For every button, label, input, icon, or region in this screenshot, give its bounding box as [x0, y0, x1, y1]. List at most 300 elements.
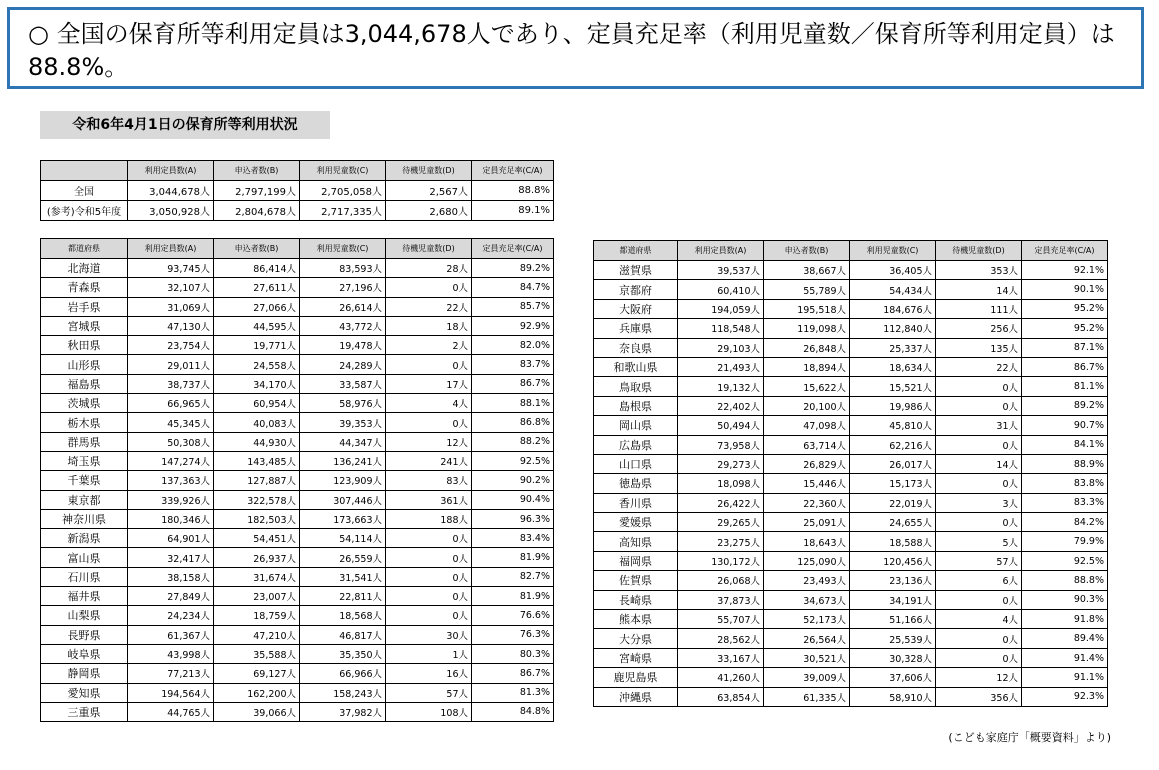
children-cell: 25,539人 — [850, 629, 936, 648]
capacity-cell: 55,707人 — [678, 610, 764, 629]
children-cell: 36,405人 — [850, 261, 936, 280]
fill-rate-cell: 95.2% — [1022, 319, 1108, 338]
waiting-cell: 14人 — [936, 454, 1022, 473]
applicants-cell: 30,521人 — [764, 648, 850, 667]
waiting-cell: 0人 — [386, 606, 472, 625]
children-cell: 112,840人 — [850, 319, 936, 338]
waiting-cell: 256人 — [936, 319, 1022, 338]
waiting-cell: 57人 — [386, 683, 472, 702]
waiting-cell: 2人 — [386, 336, 472, 355]
table-row — [41, 529, 554, 548]
prefecture-cell: 奈良県 — [594, 338, 678, 357]
capacity-cell: 27,849人 — [128, 587, 214, 606]
prefecture-cell: 山梨県 — [41, 606, 128, 625]
capacity-cell: 44,765人 — [128, 702, 214, 721]
prefecture-cell: 宮城県 — [41, 316, 128, 335]
summary-header-cell: 待機児童数(D) — [386, 161, 472, 181]
table-row — [594, 319, 1108, 338]
table-row — [41, 702, 554, 721]
prefecture-cell: 鹿児島県 — [594, 668, 678, 687]
waiting-cell: 0人 — [936, 629, 1022, 648]
prefecture-cell: 石川県 — [41, 567, 128, 586]
capacity-cell: 77,213人 — [128, 664, 214, 683]
capacity-cell: 50,308人 — [128, 432, 214, 451]
waiting-cell: 28人 — [386, 259, 472, 278]
prefecture-cell: 大分県 — [594, 629, 678, 648]
capacity-cell: 29,265人 — [678, 513, 764, 532]
applicants-cell: 52,173人 — [764, 610, 850, 629]
applicants-cell: 15,446人 — [764, 474, 850, 493]
prefecture-cell: 栃木県 — [41, 413, 128, 432]
applicants-cell: 322,578人 — [214, 490, 300, 509]
fill-rate-cell: 84.7% — [472, 278, 554, 297]
column-header: 定員充足率(C/A) — [1022, 241, 1108, 261]
table-row — [41, 394, 554, 413]
children-cell: 33,587人 — [300, 374, 386, 393]
children-cell: 158,243人 — [300, 683, 386, 702]
children-cell: 19,478人 — [300, 336, 386, 355]
capacity-cell: 130,172人 — [678, 551, 764, 570]
capacity-cell: 28,562人 — [678, 629, 764, 648]
children-cell: 2,705,058人 — [300, 181, 386, 201]
applicants-cell: 47,098人 — [764, 416, 850, 435]
children-cell: 54,114人 — [300, 529, 386, 548]
fill-rate-cell: 88.8% — [1022, 571, 1108, 590]
prefecture-cell: 島根県 — [594, 396, 678, 415]
waiting-cell: 16人 — [386, 664, 472, 683]
waiting-cell: 0人 — [386, 355, 472, 374]
capacity-cell: 194,059人 — [678, 299, 764, 318]
children-cell: 22,811人 — [300, 587, 386, 606]
fill-rate-cell: 92.1% — [1022, 261, 1108, 280]
children-cell: 31,541人 — [300, 567, 386, 586]
children-cell: 120,456人 — [850, 551, 936, 570]
waiting-cell: 135人 — [936, 338, 1022, 357]
children-cell: 22,019人 — [850, 493, 936, 512]
capacity-cell: 194,564人 — [128, 683, 214, 702]
waiting-cell: 0人 — [936, 396, 1022, 415]
summary-header-cell: 定員充足率(C/A) — [472, 161, 554, 181]
capacity-cell: 26,422人 — [678, 493, 764, 512]
prefecture-cell: 熊本県 — [594, 610, 678, 629]
capacity-cell: 3,044,678人 — [128, 181, 214, 201]
children-cell: 27,196人 — [300, 278, 386, 297]
capacity-cell: 45,345人 — [128, 413, 214, 432]
prefecture-cell: 茨城県 — [41, 394, 128, 413]
fill-rate-cell: 83.4% — [472, 529, 554, 548]
prefecture-cell: 沖縄県 — [594, 687, 678, 706]
applicants-cell: 86,414人 — [214, 259, 300, 278]
capacity-cell: 63,854人 — [678, 687, 764, 706]
table-row — [41, 451, 554, 470]
table-row — [594, 590, 1108, 609]
waiting-cell: 57人 — [936, 551, 1022, 570]
prefecture-cell: 岩手県 — [41, 297, 128, 316]
prefecture-table-left — [40, 238, 554, 722]
fill-rate-cell: 92.5% — [1022, 551, 1108, 570]
prefecture-cell: 三重県 — [41, 702, 128, 721]
waiting-cell: 0人 — [386, 278, 472, 297]
section-title: 令和6年4月1日の保育所等利用状況 — [40, 111, 330, 139]
applicants-cell: 2,804,678人 — [214, 201, 300, 221]
children-cell: 34,191人 — [850, 590, 936, 609]
children-cell: 58,976人 — [300, 394, 386, 413]
header-box — [7, 7, 1144, 89]
capacity-cell: 50,494人 — [678, 416, 764, 435]
summary-header-cell: 申込者数(B) — [214, 161, 300, 181]
waiting-cell: 0人 — [936, 435, 1022, 454]
table-row — [594, 280, 1108, 299]
column-header: 都道府県 — [594, 241, 678, 261]
capacity-cell: 18,098人 — [678, 474, 764, 493]
applicants-cell: 55,789人 — [764, 280, 850, 299]
fill-rate-cell: 82.0% — [472, 336, 554, 355]
waiting-cell: 361人 — [386, 490, 472, 509]
children-cell: 18,588人 — [850, 532, 936, 551]
children-cell: 51,166人 — [850, 610, 936, 629]
applicants-cell: 44,930人 — [214, 432, 300, 451]
applicants-cell: 2,797,199人 — [214, 181, 300, 201]
children-cell: 173,663人 — [300, 509, 386, 528]
capacity-cell: 73,958人 — [678, 435, 764, 454]
fill-rate-cell: 90.7% — [1022, 416, 1108, 435]
applicants-cell: 54,451人 — [214, 529, 300, 548]
applicants-cell: 22,360人 — [764, 493, 850, 512]
children-cell: 83,593人 — [300, 259, 386, 278]
fill-rate-cell: 86.7% — [472, 664, 554, 683]
table-row — [41, 316, 554, 335]
prefecture-cell: 静岡県 — [41, 664, 128, 683]
prefecture-cell: 愛知県 — [41, 683, 128, 702]
capacity-cell: 47,130人 — [128, 316, 214, 335]
waiting-cell: 111人 — [936, 299, 1022, 318]
table-row — [41, 413, 554, 432]
fill-rate-cell: 84.2% — [1022, 513, 1108, 532]
column-header: 申込者数(B) — [764, 241, 850, 261]
column-header: 待機児童数(D) — [936, 241, 1022, 261]
waiting-cell: 17人 — [386, 374, 472, 393]
applicants-cell: 18,643人 — [764, 532, 850, 551]
waiting-cell: 2,567人 — [386, 181, 472, 201]
applicants-cell: 40,083人 — [214, 413, 300, 432]
table-row — [594, 532, 1108, 551]
table-row — [594, 299, 1108, 318]
waiting-cell: 356人 — [936, 687, 1022, 706]
table-row — [594, 435, 1108, 454]
applicants-cell: 119,098人 — [764, 319, 850, 338]
prefecture-cell: 香川県 — [594, 493, 678, 512]
prefecture-cell: 佐賀県 — [594, 571, 678, 590]
applicants-cell: 35,588人 — [214, 644, 300, 663]
applicants-cell: 34,673人 — [764, 590, 850, 609]
children-cell: 136,241人 — [300, 451, 386, 470]
fill-rate-cell: 92.3% — [1022, 687, 1108, 706]
capacity-cell: 147,274人 — [128, 451, 214, 470]
fill-rate-cell: 96.3% — [472, 509, 554, 528]
table-row — [41, 259, 554, 278]
children-cell: 307,446人 — [300, 490, 386, 509]
capacity-cell: 19,132人 — [678, 377, 764, 396]
applicants-cell: 23,007人 — [214, 587, 300, 606]
table-row — [41, 644, 554, 663]
table-row — [41, 625, 554, 644]
applicants-cell: 39,066人 — [214, 702, 300, 721]
summary-header-cell: 利用定員数(A) — [128, 161, 214, 181]
summary-header-row — [41, 161, 554, 181]
capacity-cell: 22,402人 — [678, 396, 764, 415]
fill-rate-cell: 88.9% — [1022, 454, 1108, 473]
applicants-cell: 26,848人 — [764, 338, 850, 357]
prefecture-cell: 福井県 — [41, 587, 128, 606]
waiting-cell: 241人 — [386, 451, 472, 470]
children-cell: 54,434人 — [850, 280, 936, 299]
column-header: 申込者数(B) — [214, 239, 300, 259]
applicants-cell: 47,210人 — [214, 625, 300, 644]
applicants-cell: 69,127人 — [214, 664, 300, 683]
column-header: 利用定員数(A) — [128, 239, 214, 259]
children-cell: 25,337人 — [850, 338, 936, 357]
children-cell: 44,347人 — [300, 432, 386, 451]
waiting-cell: 0人 — [386, 587, 472, 606]
column-header: 都道府県 — [41, 239, 128, 259]
capacity-cell: 31,069人 — [128, 297, 214, 316]
table-row — [41, 374, 554, 393]
capacity-cell: 339,926人 — [128, 490, 214, 509]
table-row — [41, 278, 554, 297]
capacity-cell: 21,493人 — [678, 357, 764, 376]
prefecture-table-right — [593, 240, 1108, 707]
applicants-cell: 38,667人 — [764, 261, 850, 280]
children-cell: 37,606人 — [850, 668, 936, 687]
children-cell: 184,676人 — [850, 299, 936, 318]
waiting-cell: 4人 — [936, 610, 1022, 629]
waiting-cell: 22人 — [386, 297, 472, 316]
fill-rate-cell: 85.7% — [472, 297, 554, 316]
fill-rate-cell: 92.5% — [472, 451, 554, 470]
header-text: ○ 全国の保育所等利用定員は3,044,678人であり、定員充足率（利用児童数／保育所等利用定員）は88.8%。 — [28, 20, 1115, 81]
fill-rate-cell: 76.6% — [472, 606, 554, 625]
prefecture-cell: 北海道 — [41, 259, 128, 278]
applicants-cell: 39,009人 — [764, 668, 850, 687]
table-row — [41, 355, 554, 374]
table-row — [594, 454, 1108, 473]
fill-rate-cell: 88.1% — [472, 394, 554, 413]
children-cell: 24,655人 — [850, 513, 936, 532]
waiting-cell: 353人 — [936, 261, 1022, 280]
waiting-cell: 18人 — [386, 316, 472, 335]
prefecture-cell: 東京都 — [41, 490, 128, 509]
waiting-cell: 4人 — [386, 394, 472, 413]
fill-rate-cell: 86.7% — [1022, 357, 1108, 376]
applicants-cell: 25,091人 — [764, 513, 850, 532]
summary-header-cell: 利用児童数(C) — [300, 161, 386, 181]
capacity-cell: 23,275人 — [678, 532, 764, 551]
fill-rate-cell: 89.1% — [472, 201, 554, 221]
capacity-cell: 3,050,928人 — [128, 201, 214, 221]
capacity-cell: 61,367人 — [128, 625, 214, 644]
waiting-cell: 1人 — [386, 644, 472, 663]
capacity-cell: 29,103人 — [678, 338, 764, 357]
applicants-cell: 127,887人 — [214, 471, 300, 490]
applicants-cell: 162,200人 — [214, 683, 300, 702]
children-cell: 15,173人 — [850, 474, 936, 493]
fill-rate-cell: 81.1% — [1022, 377, 1108, 396]
waiting-cell: 0人 — [386, 567, 472, 586]
fill-rate-cell: 90.1% — [1022, 280, 1108, 299]
applicants-cell: 195,518人 — [764, 299, 850, 318]
children-cell: 18,634人 — [850, 357, 936, 376]
capacity-cell: 37,873人 — [678, 590, 764, 609]
table-row — [594, 338, 1108, 357]
table-row — [41, 567, 554, 586]
table-row — [41, 490, 554, 509]
applicants-cell: 63,714人 — [764, 435, 850, 454]
table-row — [41, 606, 554, 625]
prefecture-cell: 福島県 — [41, 374, 128, 393]
waiting-cell: 188人 — [386, 509, 472, 528]
waiting-cell: 108人 — [386, 702, 472, 721]
table-row — [594, 416, 1108, 435]
children-cell: 23,136人 — [850, 571, 936, 590]
prefecture-cell: 広島県 — [594, 435, 678, 454]
capacity-cell: 26,068人 — [678, 571, 764, 590]
capacity-cell: 29,273人 — [678, 454, 764, 473]
prefecture-cell: 高知県 — [594, 532, 678, 551]
fill-rate-cell: 88.8% — [472, 181, 554, 201]
applicants-cell: 27,611人 — [214, 278, 300, 297]
capacity-cell: 39,537人 — [678, 261, 764, 280]
fill-rate-cell: 87.1% — [1022, 338, 1108, 357]
fill-rate-cell: 89.2% — [472, 259, 554, 278]
waiting-cell: 14人 — [936, 280, 1022, 299]
fill-rate-cell: 81.9% — [472, 587, 554, 606]
prefecture-cell: 京都府 — [594, 280, 678, 299]
waiting-cell: 12人 — [386, 432, 472, 451]
prefecture-cell: 愛媛県 — [594, 513, 678, 532]
fill-rate-cell: 83.7% — [472, 355, 554, 374]
applicants-cell: 182,503人 — [214, 509, 300, 528]
table-row — [594, 610, 1108, 629]
table-row — [41, 471, 554, 490]
fill-rate-cell: 89.2% — [1022, 396, 1108, 415]
fill-rate-cell: 90.2% — [472, 471, 554, 490]
waiting-cell: 31人 — [936, 416, 1022, 435]
children-cell: 123,909人 — [300, 471, 386, 490]
table-header-row — [594, 241, 1108, 261]
capacity-cell: 32,417人 — [128, 548, 214, 567]
table-row — [41, 509, 554, 528]
children-cell: 19,986人 — [850, 396, 936, 415]
column-header: 待機児童数(D) — [386, 239, 472, 259]
prefecture-cell: 埼玉県 — [41, 451, 128, 470]
children-cell: 46,817人 — [300, 625, 386, 644]
table-row — [594, 687, 1108, 706]
table-row — [594, 493, 1108, 512]
fill-rate-cell: 89.4% — [1022, 629, 1108, 648]
capacity-cell: 118,548人 — [678, 319, 764, 338]
capacity-cell: 38,737人 — [128, 374, 214, 393]
applicants-cell: 44,595人 — [214, 316, 300, 335]
prefecture-cell: 岐阜県 — [41, 644, 128, 663]
waiting-cell: 12人 — [936, 668, 1022, 687]
waiting-cell: 0人 — [386, 548, 472, 567]
capacity-cell: 180,346人 — [128, 509, 214, 528]
fill-rate-cell: 91.4% — [1022, 648, 1108, 667]
prefecture-cell: 兵庫県 — [594, 319, 678, 338]
table-row — [594, 571, 1108, 590]
fill-rate-cell: 90.4% — [472, 490, 554, 509]
table-row — [594, 474, 1108, 493]
summary-label: (参考)令和5年度 — [41, 201, 128, 221]
applicants-cell: 18,894人 — [764, 357, 850, 376]
table-row — [41, 683, 554, 702]
prefecture-cell: 福岡県 — [594, 551, 678, 570]
prefecture-cell: 群馬県 — [41, 432, 128, 451]
fill-rate-cell: 84.1% — [1022, 435, 1108, 454]
fill-rate-cell: 91.8% — [1022, 610, 1108, 629]
capacity-cell: 93,745人 — [128, 259, 214, 278]
applicants-cell: 26,564人 — [764, 629, 850, 648]
children-cell: 26,017人 — [850, 454, 936, 473]
table-row — [41, 297, 554, 316]
fill-rate-cell: 90.3% — [1022, 590, 1108, 609]
fill-rate-cell: 86.7% — [472, 374, 554, 393]
capacity-cell: 24,234人 — [128, 606, 214, 625]
capacity-cell: 66,965人 — [128, 394, 214, 413]
capacity-cell: 43,998人 — [128, 644, 214, 663]
children-cell: 18,568人 — [300, 606, 386, 625]
prefecture-cell: 富山県 — [41, 548, 128, 567]
table-row — [594, 513, 1108, 532]
fill-rate-cell: 95.2% — [1022, 299, 1108, 318]
fill-rate-cell: 80.3% — [472, 644, 554, 663]
column-header: 利用児童数(C) — [850, 241, 936, 261]
applicants-cell: 26,829人 — [764, 454, 850, 473]
children-cell: 43,772人 — [300, 316, 386, 335]
prefecture-cell: 岡山県 — [594, 416, 678, 435]
prefecture-cell: 徳島県 — [594, 474, 678, 493]
capacity-cell: 137,363人 — [128, 471, 214, 490]
table-row — [594, 648, 1108, 667]
waiting-cell: 0人 — [386, 413, 472, 432]
waiting-cell: 6人 — [936, 571, 1022, 590]
waiting-cell: 83人 — [386, 471, 472, 490]
capacity-cell: 23,754人 — [128, 336, 214, 355]
prefecture-cell: 和歌山県 — [594, 357, 678, 376]
summary-header-cell — [41, 161, 128, 181]
children-cell: 26,614人 — [300, 297, 386, 316]
prefecture-cell: 長崎県 — [594, 590, 678, 609]
summary-row — [41, 181, 554, 201]
table-row — [594, 668, 1108, 687]
waiting-cell: 5人 — [936, 532, 1022, 551]
capacity-cell: 64,901人 — [128, 529, 214, 548]
fill-rate-cell: 91.1% — [1022, 668, 1108, 687]
prefecture-cell: 長野県 — [41, 625, 128, 644]
table-row — [594, 396, 1108, 415]
applicants-cell: 18,759人 — [214, 606, 300, 625]
summary-label: 全国 — [41, 181, 128, 201]
table-row — [41, 548, 554, 567]
children-cell: 62,216人 — [850, 435, 936, 454]
fill-rate-cell: 88.2% — [472, 432, 554, 451]
applicants-cell: 125,090人 — [764, 551, 850, 570]
waiting-cell: 0人 — [386, 529, 472, 548]
fill-rate-cell: 81.9% — [472, 548, 554, 567]
waiting-cell: 30人 — [386, 625, 472, 644]
fill-rate-cell: 82.7% — [472, 567, 554, 586]
column-header: 利用定員数(A) — [678, 241, 764, 261]
